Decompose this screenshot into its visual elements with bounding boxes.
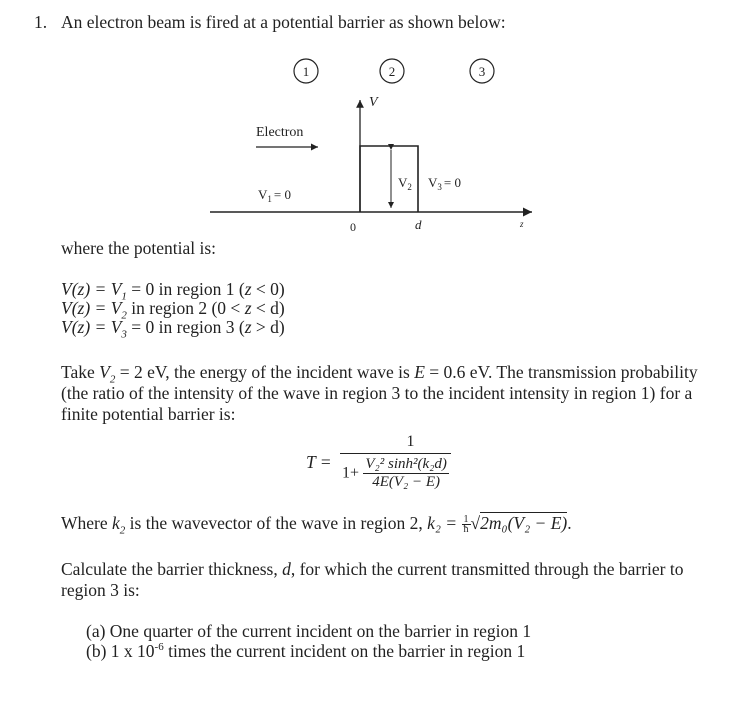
- potential-intro: where the potential is:: [61, 238, 217, 258]
- d-label: d: [415, 217, 422, 232]
- part-a: (a) One quarter of the current incident on the barrier in region 1: [86, 621, 532, 641]
- hbar-fraction: $\frac{1}{ħ}$: [463, 514, 469, 536]
- sqrt-sign: √: [470, 513, 481, 533]
- barrier-outline: [360, 146, 418, 212]
- take-paragraph: [61, 362, 698, 425]
- wavevector-line: Where $k_2$ is the wavevector of the wave in region 2, k₂ = $\frac{1}{ħ}$ √2m₀(V₂ − E).: [61, 513, 572, 537]
- question-number: 1.: [34, 12, 48, 32]
- question-intro: An electron beam is fired at a potential barrier as shown below:: [61, 12, 506, 32]
- take-line-1: Take $V_2 = 2$ eV, the energy of the incident wave is E = 0.6 eV. The transmission probability: [61, 362, 698, 386]
- calculate-paragraph: [61, 559, 684, 601]
- region-2-marker: [380, 59, 404, 83]
- calc-line-1: Calculate the barrier thickness, d, for which the current transmitted through the barrier to: [61, 559, 684, 579]
- region-1-marker: [294, 59, 318, 83]
- formula-inner-numerator: V₂² sinh²(k₂d): [365, 456, 447, 472]
- formula-main-fraction: [340, 433, 451, 491]
- formula-inner-fraction: [363, 456, 449, 491]
- formula-numerator: 1: [340, 433, 451, 454]
- formula-one-plus: 1+: [341, 464, 360, 482]
- take-line-2: (the ratio of the intensity of the wave in region 3 to the incident intensity in region 1) for a: [61, 383, 693, 403]
- v3-label: $V_3 = 0$: [428, 175, 461, 192]
- svg-text:1: 1: [302, 64, 310, 79]
- svg-text:3: 3: [478, 64, 486, 79]
- part-b: (b) 1 x $10^{-6}$ times the current incident on the barrier in region 1: [86, 641, 526, 661]
- v2-label: $V_2$: [398, 175, 412, 192]
- question-parts: [86, 621, 531, 661]
- calc-line-2: region 3 is:: [61, 580, 140, 600]
- svg-text:2: 2: [388, 64, 396, 79]
- sqrt-argument: 2m₀(V₂ − E): [480, 513, 568, 533]
- potential-definitions: [61, 279, 285, 341]
- potential-line-3: $V(z) = V_3 = 0$ in region 3 (z > d): [61, 317, 285, 341]
- v1-label: $V_1 = 0$: [258, 187, 291, 204]
- potential-line-2: $V(z) = V_2$ in region 2 (0 < z < d): [61, 298, 285, 322]
- region-3-marker: [470, 59, 494, 83]
- z-label: z: [520, 219, 524, 229]
- potential-barrier-diagram: [0, 0, 746, 250]
- potential-line-1: $V(z) = V_1 = 0$ in region 1 (z < 0): [61, 279, 285, 303]
- origin-label: 0: [350, 220, 356, 234]
- v-axis-label: V: [369, 95, 378, 110]
- take-line-3: finite potential barrier is:: [61, 404, 236, 424]
- formula-inner-denominator: 4E(V₂ − E): [372, 474, 441, 490]
- transmission-formula: [306, 433, 451, 491]
- formula-lhs: T =: [306, 451, 332, 472]
- electron-label: Electron: [256, 125, 304, 140]
